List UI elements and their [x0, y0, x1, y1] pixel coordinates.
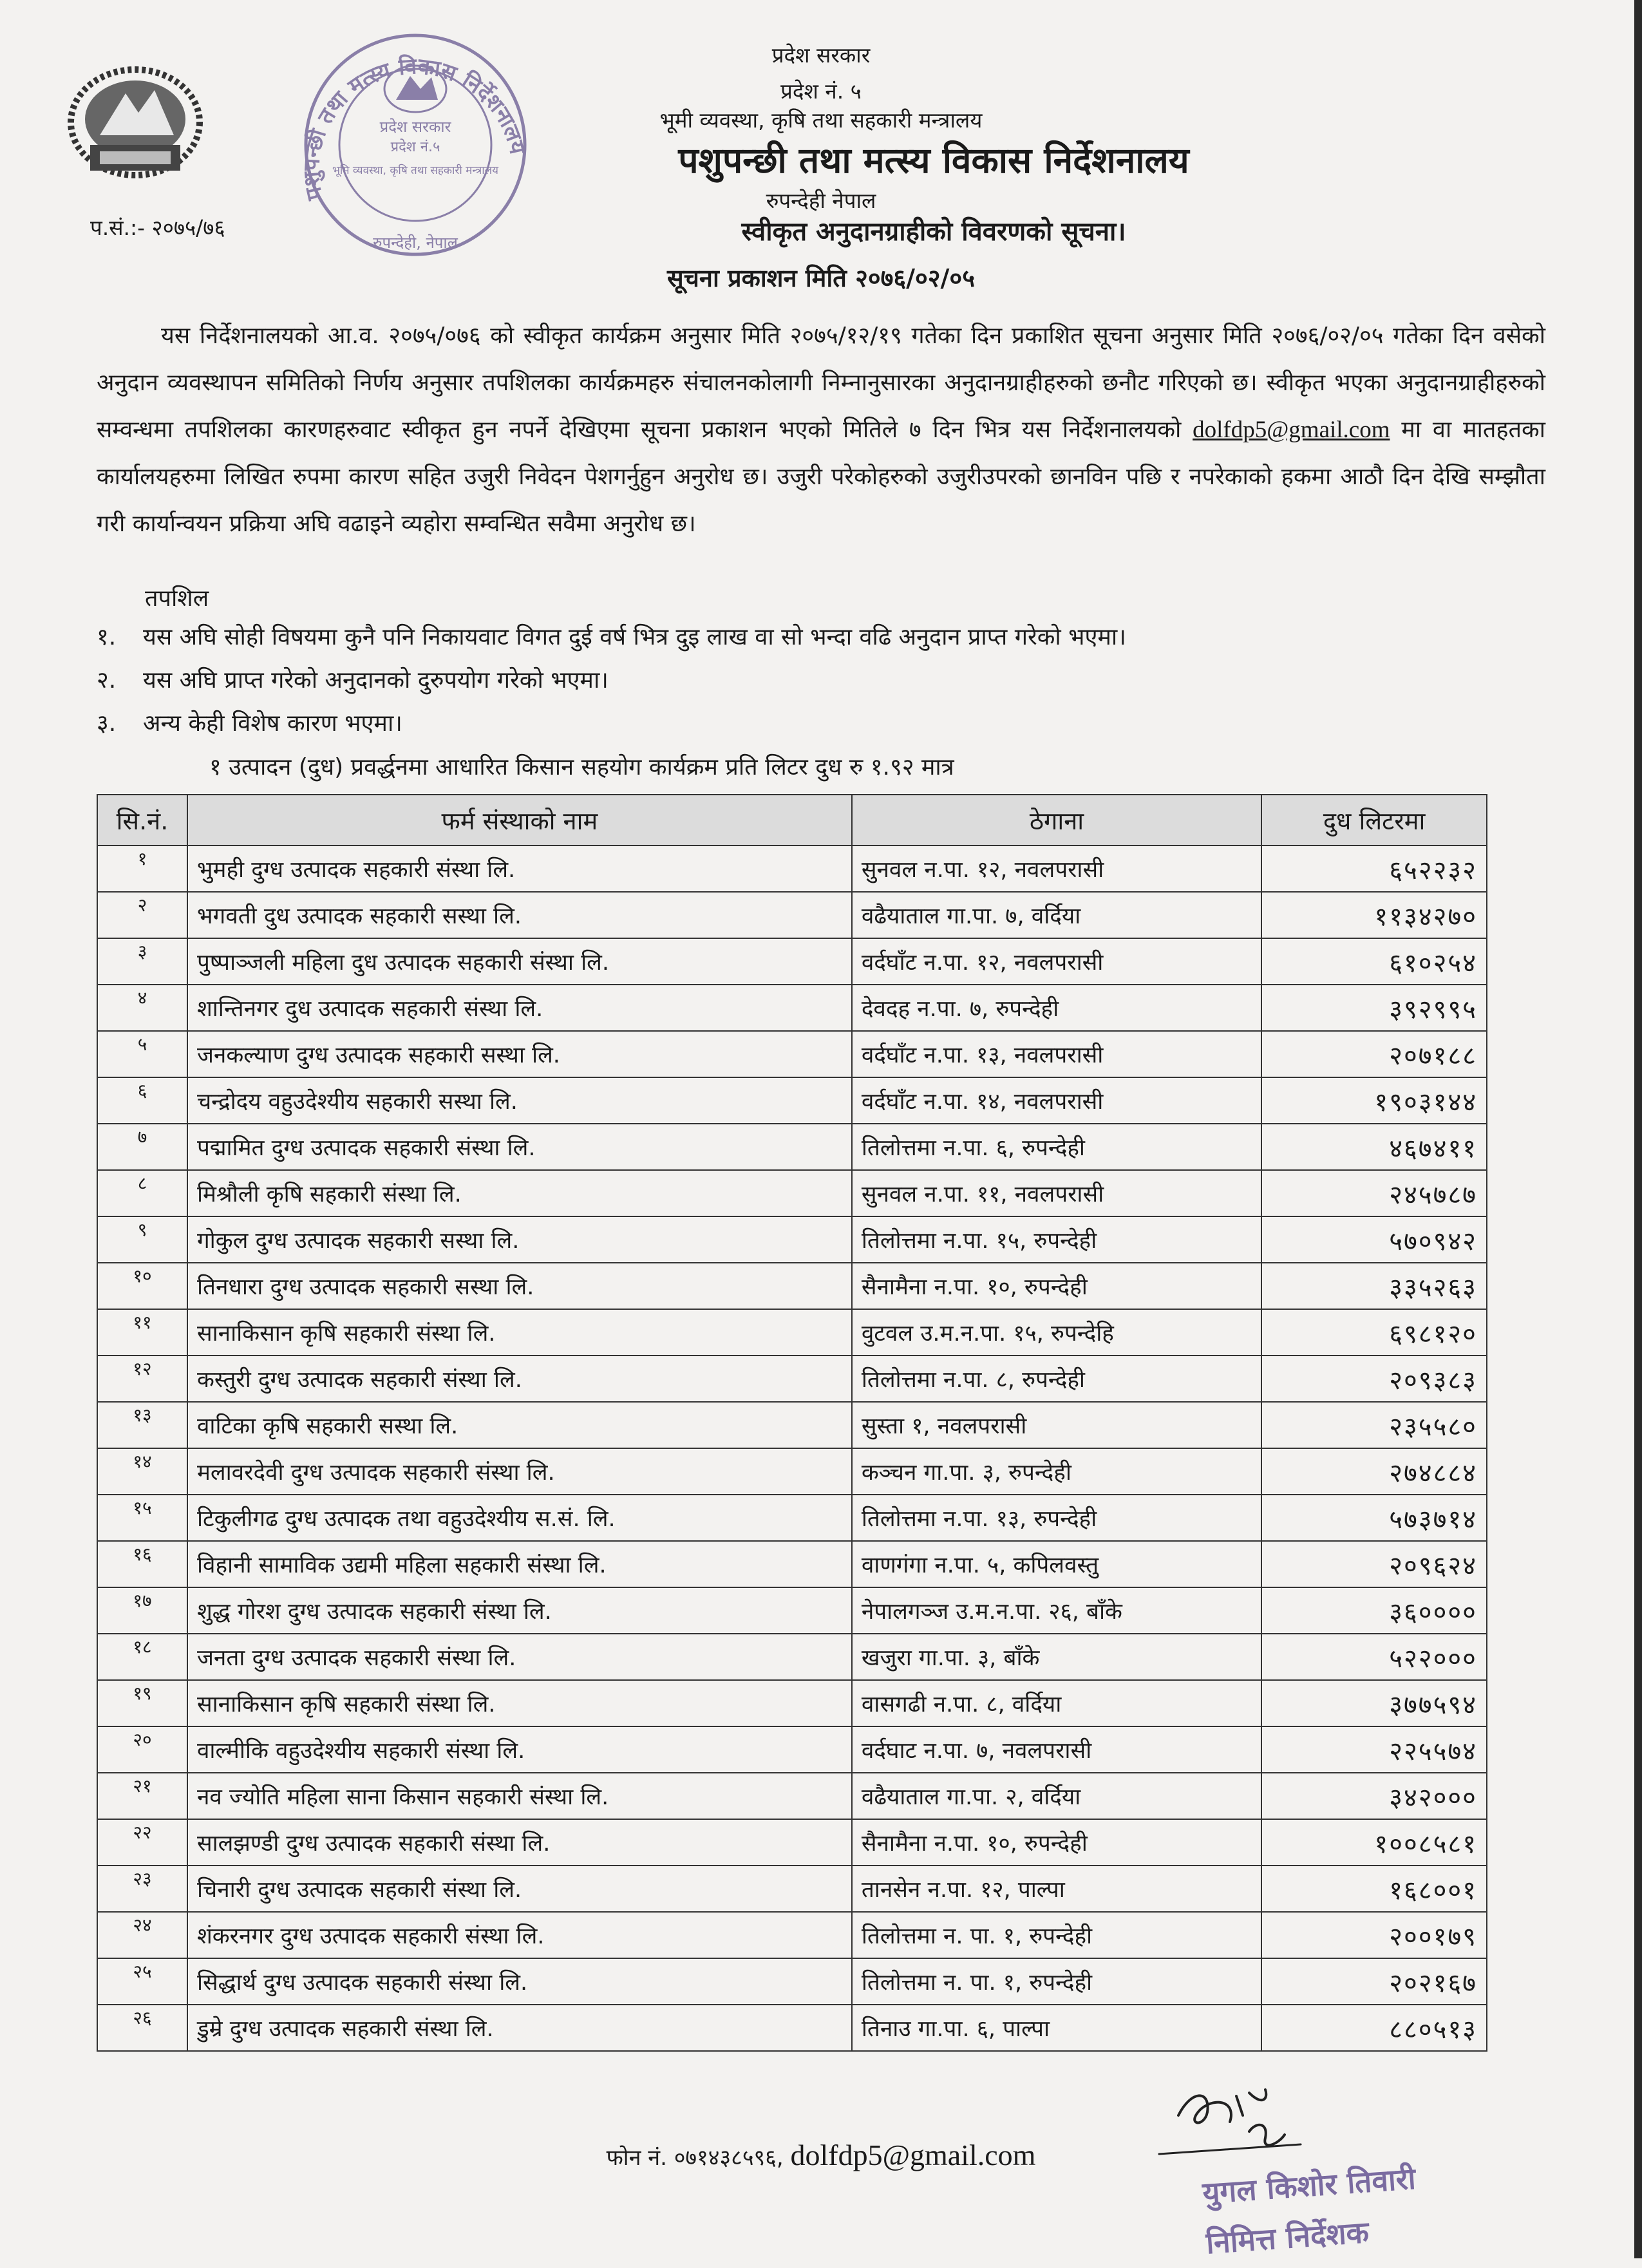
table-row	[97, 1448, 1487, 1495]
milk-litres-cell: २४५७८७	[1261, 1170, 1487, 1216]
milk-litres-cell: ३९२९९५	[1261, 985, 1487, 1031]
header-address: ठेगाना	[852, 795, 1261, 846]
milk-litres-cell: १९०३१४४	[1261, 1077, 1487, 1124]
table-row	[97, 1587, 1487, 1634]
notice-title: स्वीकृत अनुदानग्राहीको विवरणको सूचना।	[741, 217, 1126, 247]
address-cell: वाणगंगा न.पा. ५, कपिलवस्तु	[852, 1541, 1261, 1587]
publication-date: सूचना प्रकाशन मिति २०७६/०२/०५	[667, 264, 975, 292]
condition-item	[97, 706, 402, 738]
serial-cell: ३	[97, 938, 187, 985]
table-row	[97, 1773, 1487, 1819]
address-cell: वासगढी न.पा. ८, वर्दिया	[852, 1680, 1261, 1726]
serial-cell: २६	[97, 2005, 187, 2051]
table-row	[97, 1958, 1487, 2005]
seal-inner-line3: भूमि व्यवस्था, कृषि तथा सहकारी मन्त्रालय	[332, 164, 499, 177]
table-row	[97, 1309, 1487, 1356]
address-cell: तिलोत्तमा न. पा. १, रुपन्देही	[852, 1912, 1261, 1958]
address-cell: वर्दघाँट न.पा. १२, नवलपरासी	[852, 938, 1261, 985]
gov-line-1: प्रदेश सरकार	[771, 43, 871, 68]
serial-cell: १४	[97, 1448, 187, 1495]
milk-litres-cell: ३४२०००	[1261, 1773, 1487, 1819]
milk-litres-cell: २००१७९	[1261, 1912, 1487, 1958]
gov-line-2: प्रदेश नं. ५	[780, 79, 862, 104]
farm-name-cell: डुम्रे दुग्ध उत्पादक सहकारी संस्था लि.	[187, 2005, 852, 2051]
milk-litres-cell: २०२१६७	[1261, 1958, 1487, 2005]
farm-name-cell: शुद्ध गोरश दुग्ध उत्पादक सहकारी संस्था लि.	[187, 1587, 852, 1634]
signature-stamp	[1201, 2153, 1420, 2268]
seal-inner-line1: प्रदेश सरकार	[379, 118, 451, 136]
table-row	[97, 1541, 1487, 1587]
address-cell: नेपालगञ्ज उ.म.न.पा. २६, बाँके	[852, 1587, 1261, 1634]
farm-name-cell: मलावरदेवी दुग्ध उत्पादक सहकारी संस्था लि.	[187, 1448, 852, 1495]
serial-cell: २५	[97, 1958, 187, 2005]
header-farm-name: फर्म संस्थाको नाम	[187, 795, 852, 846]
serial-cell: ७	[97, 1124, 187, 1170]
milk-litres-cell: २०७१८८	[1261, 1031, 1487, 1077]
handwritten-signature	[1140, 2077, 1346, 2167]
milk-litres-cell: १००८५८१	[1261, 1819, 1487, 1866]
seal-inner-line2: प्रदेश नं.५	[390, 139, 440, 155]
address-cell: तिलोत्तमा न. पा. १, रुपन्देही	[852, 1958, 1261, 2005]
grantee-table	[97, 794, 1487, 2052]
table-row	[97, 1402, 1487, 1448]
milk-litres-cell: ६९८१२०	[1261, 1309, 1487, 1356]
farm-name-cell: जनता दुग्ध उत्पादक सहकारी संस्था लि.	[187, 1634, 852, 1680]
address-cell: वर्दघाँट न.पा. १४, नवलपरासी	[852, 1077, 1261, 1124]
farm-name-cell: गोकुल दुग्ध उत्पादक सहकारी सस्था लि.	[187, 1216, 852, 1263]
table-row	[97, 1263, 1487, 1309]
serial-cell: २	[97, 892, 187, 938]
serial-cell: १८	[97, 1634, 187, 1680]
address-cell: तिलोत्तमा न.पा. १३, रुपन्देही	[852, 1495, 1261, 1541]
milk-litres-cell: ५२२०००	[1261, 1634, 1487, 1680]
farm-name-cell: नव ज्योति महिला साना किसान सहकारी संस्था लि.	[187, 1773, 852, 1819]
address-cell: देवदह न.पा. ७, रुपन्देही	[852, 985, 1261, 1031]
table-row	[97, 1726, 1487, 1773]
milk-litres-cell: २०९६२४	[1261, 1541, 1487, 1587]
farm-name-cell: जनकल्याण दुग्ध उत्पादक सहकारी सस्था लि.	[187, 1031, 852, 1077]
paragraph-part-1: यस निर्देशनालयको आ.व. २०७५/०७६ को स्वीकृत कार्यक्रम अनुसार मिति २०७५/१२/१९ गतेका दिन प्रकाशित सूचना अनुसार मिति २०७६/०२/०५ गतेका दिन वसेको अनुदान व्यवस्थापन समितिको निर्णय अनुसार तपशिलका कार्यक्रमहरु संचालनकोलागी निम्नानुसारका अनुदानग्राहीहरुको छनौट गरिएको छ। स्वीकृत भएका अनुदानग्राहीहरुको सम्वन्धमा तपशिलका कारणहरुवाट स्वीकृत हुन नपर्ने देखिएमा सूचना प्रकाशन भएको मितिले ७ दिन भित्र यस निर्देशनालयको	[97, 323, 1545, 443]
milk-litres-cell: २०९३८३	[1261, 1356, 1487, 1402]
table-row	[97, 1866, 1487, 1912]
table-row	[97, 1124, 1487, 1170]
address-cell: वर्दघाँट न.पा. १३, नवलपरासी	[852, 1031, 1261, 1077]
table-row	[97, 892, 1487, 938]
farm-name-cell: शान्तिनगर दुध उत्पादक सहकारी संस्था लि.	[187, 985, 852, 1031]
serial-cell: ५	[97, 1031, 187, 1077]
address-cell: वुटवल उ.म.न.पा. १५, रुपन्देहि	[852, 1309, 1261, 1356]
address-cell: तिलोत्तमा न.पा. १५, रुपन्देही	[852, 1216, 1261, 1263]
address-cell: तिनाउ गा.पा. ६, पाल्पा	[852, 2005, 1261, 2051]
table-row	[97, 1356, 1487, 1402]
details-heading: तपशिल	[145, 585, 209, 612]
serial-cell: ६	[97, 1077, 187, 1124]
milk-litres-cell: ६१०२५४	[1261, 938, 1487, 985]
table-row	[97, 1077, 1487, 1124]
serial-cell: ११	[97, 1309, 187, 1356]
farm-name-cell: वाटिका कृषि सहकारी सस्था लि.	[187, 1402, 852, 1448]
milk-litres-cell: ८८०५१३	[1261, 2005, 1487, 2051]
address-cell: सुनवल न.पा. ११, नवलपरासी	[852, 1170, 1261, 1216]
address-cell: सुस्ता १, नवलपरासी	[852, 1402, 1261, 1448]
address-cell: खजुरा गा.पा. ३, बाँके	[852, 1634, 1261, 1680]
condition-number: १.	[97, 624, 117, 650]
condition-text: अन्य केही विशेष कारण भएमा।	[143, 710, 402, 737]
serial-cell: २२	[97, 1819, 187, 1866]
address-cell: सैनामैना न.पा. १०, रुपन्देही	[852, 1819, 1261, 1866]
notice-paragraph	[97, 312, 1545, 547]
program-title: १ उत्पादन (दुध) प्रवर्द्धनमा आधारित किसान सहयोग कार्यक्रम प्रति लिटर दुध रु १.९२ मात्र	[209, 754, 954, 780]
farm-name-cell: पुष्पाञ्जली महिला दुध उत्पादक सहकारी संस्था लि.	[187, 938, 852, 985]
serial-cell: ९	[97, 1216, 187, 1263]
table-row	[97, 1634, 1487, 1680]
condition-item	[97, 620, 1126, 652]
milk-litres-cell: २३५५८०	[1261, 1402, 1487, 1448]
serial-cell: ८	[97, 1170, 187, 1216]
table-row	[97, 1170, 1487, 1216]
table-row	[97, 985, 1487, 1031]
table-row	[97, 1495, 1487, 1541]
milk-litres-cell: ४६७४११	[1261, 1124, 1487, 1170]
serial-cell: १०	[97, 1263, 187, 1309]
serial-cell: २१	[97, 1773, 187, 1819]
farm-name-cell: भगवती दुध उत्पादक सहकारी सस्था लि.	[187, 892, 852, 938]
milk-litres-cell: २२५५७४	[1261, 1726, 1487, 1773]
farm-name-cell: सालझण्डी दुग्ध उत्पादक सहकारी संस्था लि.	[187, 1819, 852, 1866]
reference-number: प.सं.:- २०७५/७६	[90, 215, 225, 240]
seal-bottom-text: रुपन्देही, नेपाल	[373, 234, 458, 252]
seal-outer-text: पशुपन्छी तथा मत्स्य विकास निर्देशनालय	[298, 53, 531, 203]
signatory-title: निमित्त निर्देशक	[1205, 2214, 1370, 2261]
milk-litres-cell: २७४८८४	[1261, 1448, 1487, 1495]
farm-name-cell: टिकुलीगढ दुग्ध उत्पादक तथा वहुउदेश्यीय स.सं. लि.	[187, 1495, 852, 1541]
serial-cell: २०	[97, 1726, 187, 1773]
office-title: पशुपन्छी तथा मत्स्य विकास निर्देशनालय	[678, 140, 1189, 181]
milk-litres-cell: ३६००००	[1261, 1587, 1487, 1634]
table-row	[97, 1031, 1487, 1077]
signatory-name: युगल किशोर तिवारी	[1201, 2160, 1417, 2211]
table-row	[97, 1819, 1487, 1866]
condition-text: यस अघि प्राप्त गरेको अनुदानको दुरुपयोग गरेको भएमा।	[143, 667, 609, 694]
farm-name-cell: चिनारी दुग्ध उत्पादक सहकारी संस्था लि.	[187, 1866, 852, 1912]
scan-edge	[1634, 0, 1642, 2258]
ministry-name: भूमी व्यवस्था, कृषि तथा सहकारी मन्त्रालय	[659, 108, 983, 133]
address-cell: सैनामैना न.पा. १०, रुपन्देही	[852, 1263, 1261, 1309]
serial-cell: ४	[97, 985, 187, 1031]
farm-name-cell: मिश्रौली कृषि सहकारी संस्था लि.	[187, 1170, 852, 1216]
table-body	[97, 846, 1487, 2051]
milk-litres-cell: ६५२२३२	[1261, 846, 1487, 892]
serial-cell: १६	[97, 1541, 187, 1587]
milk-litres-cell: ५७०९४२	[1261, 1216, 1487, 1263]
address-cell: तानसेन न.पा. १२, पाल्पा	[852, 1866, 1261, 1912]
table-header-row	[97, 795, 1487, 846]
header-milk-litres: दुध लिटरमा	[1261, 795, 1487, 846]
farm-name-cell: विहानी सामाविक उद्यमी महिला सहकारी संस्था लि.	[187, 1541, 852, 1587]
address-cell: वढैयाताल गा.पा. २, वर्दिया	[852, 1773, 1261, 1819]
farm-name-cell: सानाकिसान कृषि सहकारी संस्था लि.	[187, 1309, 852, 1356]
address-cell: सुनवल न.पा. १२, नवलपरासी	[852, 846, 1261, 892]
serial-cell: १५	[97, 1495, 187, 1541]
address-cell: तिलोत्तमा न.पा. ८, रुपन्देही	[852, 1356, 1261, 1402]
table-row	[97, 846, 1487, 892]
serial-cell: १९	[97, 1680, 187, 1726]
address-cell: वर्दघाट न.पा. ७, नवलपरासी	[852, 1726, 1261, 1773]
serial-cell: १	[97, 846, 187, 892]
table-row	[97, 938, 1487, 985]
condition-text: यस अघि सोही विषयमा कुनै पनि निकायवाट विगत दुई वर्ष भित्र दुइ लाख वा सो भन्दा वढि अनुदान प्राप्त गरेको भएमा।	[143, 624, 1126, 650]
farm-name-cell: सानाकिसान कृषि सहकारी संस्था लि.	[187, 1680, 852, 1726]
condition-item	[97, 663, 609, 695]
serial-cell: २३	[97, 1866, 187, 1912]
footer-email[interactable]: dolfdp5@gmail.com	[790, 2139, 1036, 2171]
serial-cell: १७	[97, 1587, 187, 1634]
table-row	[97, 1912, 1487, 1958]
milk-litres-cell: ३७७५९४	[1261, 1680, 1487, 1726]
paragraph-part-2: मा वा मातहतका कार्यालयहरुमा लिखित रुपमा कारण सहित उजुरी निवेदन पेशगर्नुहुन अनुरोध छ। उजुरी परेकोहरुको उजुरीउपरको छानविन पछि र नपरेकाको हकमा आठौ दिन देखि सम्झौता गरी कार्यान्वयन प्रक्रिया अघि वढाइने व्यहोरा सम्वन्धित सवैमा अनुरोध छ।	[97, 417, 1545, 537]
address-cell: वढैयाताल गा.पा. ७, वर्दिया	[852, 892, 1261, 938]
farm-name-cell: कस्तुरी दुग्ध उत्पादक सहकारी संस्था लि.	[187, 1356, 852, 1402]
farm-name-cell: शंकरनगर दुग्ध उत्पादक सहकारी संस्था लि.	[187, 1912, 852, 1958]
milk-litres-cell: १६८००१	[1261, 1866, 1487, 1912]
address-cell: तिलोत्तमा न.पा. ६, रुपन्देही	[852, 1124, 1261, 1170]
serial-cell: १३	[97, 1402, 187, 1448]
condition-number: ३.	[97, 710, 117, 737]
farm-name-cell: भुमही दुग्ध उत्पादक सहकारी संस्था लि.	[187, 846, 852, 892]
farm-name-cell: वाल्मीकि वहुउदेश्यीय सहकारी संस्था लि.	[187, 1726, 852, 1773]
address-cell: कञ्चन गा.पा. ३, रुपन्देही	[852, 1448, 1261, 1495]
header-serial: सि.नं.	[97, 795, 187, 846]
milk-litres-cell: ३३५२६३	[1261, 1263, 1487, 1309]
farm-name-cell: चन्द्रोदय वहुउदेश्यीय सहकारी सस्था लि.	[187, 1077, 852, 1124]
farm-name-cell: सिद्धार्थ दुग्ध उत्पादक सहकारी संस्था लि.	[187, 1958, 852, 2005]
condition-number: २.	[97, 667, 117, 694]
table-row	[97, 2005, 1487, 2051]
table-row	[97, 1216, 1487, 1263]
milk-litres-cell: ५७३७१४	[1261, 1495, 1487, 1541]
farm-name-cell: पद्मामित दुग्ध उत्पादक सहकारी संस्था लि.	[187, 1124, 852, 1170]
milk-litres-cell: ११३४२७०	[1261, 892, 1487, 938]
footer-phone: फोन नं. ०७१४३८५९६,	[606, 2145, 784, 2171]
farm-name-cell: तिनधारा दुग्ध उत्पादक सहकारी सस्था लि.	[187, 1263, 852, 1309]
serial-cell: १२	[97, 1356, 187, 1402]
email-link[interactable]: dolfdp5@gmail.com	[1193, 417, 1390, 443]
serial-cell: २४	[97, 1912, 187, 1958]
office-location: रुपन्देही नेपाल	[766, 188, 876, 213]
table-row	[97, 1680, 1487, 1726]
